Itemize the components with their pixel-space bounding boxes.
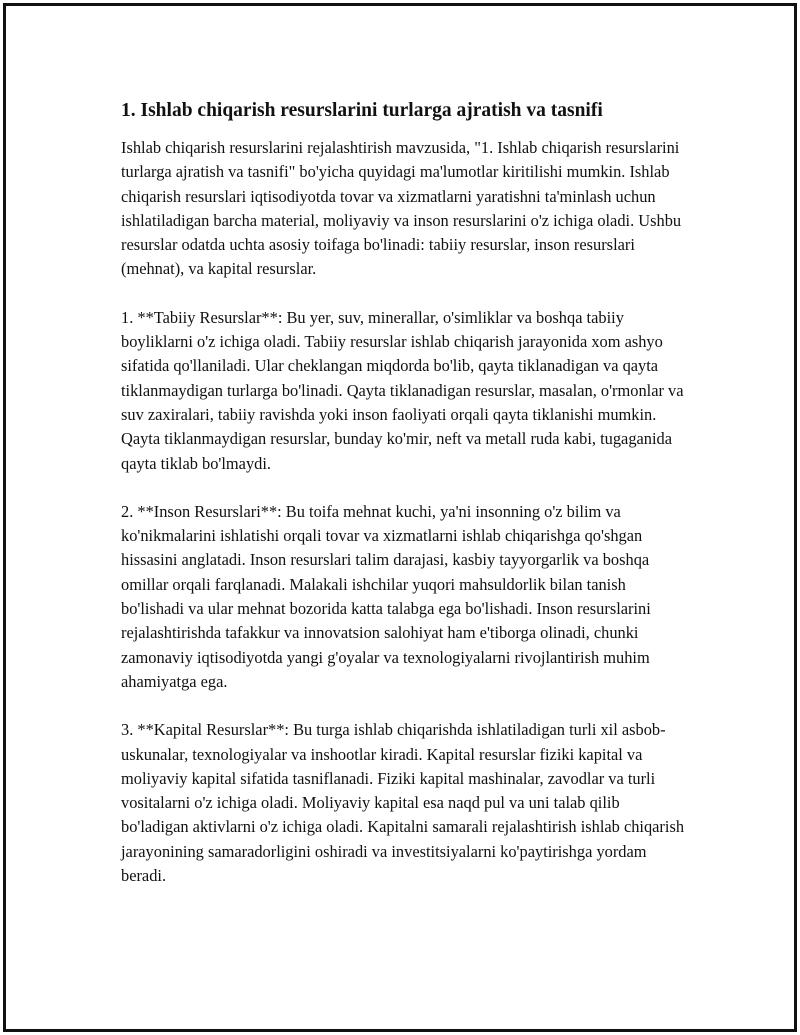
page-frame [3,3,797,1032]
document-title: 1. Ishlab chiqarish resurslarini turlarga ajratish va tasnifi [121,100,603,121]
intro-paragraph: Ishlab chiqarish resurslarini rejalashtirish mavzusida, "1. Ishlab chiqarish resurslarini turlarga ajratish va tasnifi" bo'yicha quyidagi ma'lumotlar kiritilishi mumkin. Ishlab chiqarish resurslari iqtisodiyotda tovar va xizmatlarni yaratishni ta'minlash uchun ishlatiladigan barcha material, moliyaviy va inson resurslarini o'z ichiga oladi. Ushbu resurslar odatda uchta asosiy toifaga bo'linadi: tabiiy resurslar, inson resurslari (mehnat), va kapital resurslar. [121,138,682,279]
human-resources-paragraph: 2. **Inson Resurslari**: Bu toifa mehnat kuchi, ya'ni insonning o'z bilim va ko'nikmalarini ishlatishi orqali tovar va xizmatlarni ishlab chiqarishga qo'shgan hissasini anglatadi. Inson resurslari talim darajasi, kasbiy tayyorgarlik va boshqa omillar orqali farqlanadi. Malakali ishchilar yuqori mahsuldorlik bilan tanish bo'lishadi va ular mehnat bozorida katta talabga ega bo'lishadi. Inson resurslarini rejalashtirishda tafakkur va innovatsion salohiyat ham e'tiborga olinadi, chunki zamonaviy iqtisodiyotda yangi g'oyalar va texnologiyalarni rivojlantirish muhim ahamiyatga ega. [121,501,651,691]
document-body [121,98,691,912]
capital-resources-paragraph: 3. **Kapital Resurslar**: Bu turga ishlab chiqarishda ishlatiladigan turli xil asbob-uskunalar, texnologiyalar va inshootlar kiradi. Kapital resurslar fiziki kapital va moliyaviy kapital sifatida tasniflanadi. Fiziki kapital mashinalar, zavodlar va turli vositalarni o'z ichiga oladi. Moliyaviy kapital esa naqd pul va uni talab qilib bo'ladigan aktivlarni o'z ichiga oladi. Kapitalni samarali rejalashtirish ishlab chiqarish jarayonining samaradorligini oshiradi va investitsiyalarni ko'paytirishga yordam beradi. [121,720,685,886]
natural-resources-paragraph: 1. **Tabiiy Resurslar**: Bu yer, suv, minerallar, o'simliklar va boshqa tabiiy boyliklarni o'z ichiga oladi. Tabiiy resurslar ishlab chiqarish jarayonida xom ashyo sifatida qo'llaniladi. Ular cheklangan miqdorda bo'lib, qayta tiklanadigan va qayta tiklanmaydigan turlarga bo'linadi. Qayta tiklanadigan resurslar, masalan, o'rmonlar va suv zaxiralari, tabiiy ravishda yoki inson faoliyati orqali qayta tiklanishi mumkin. Qayta tiklanmaydigan resurslar, bunday ko'mir, neft va metall ruda kabi, tugaganida qayta tiklab bo'lmaydi. [121,307,684,473]
